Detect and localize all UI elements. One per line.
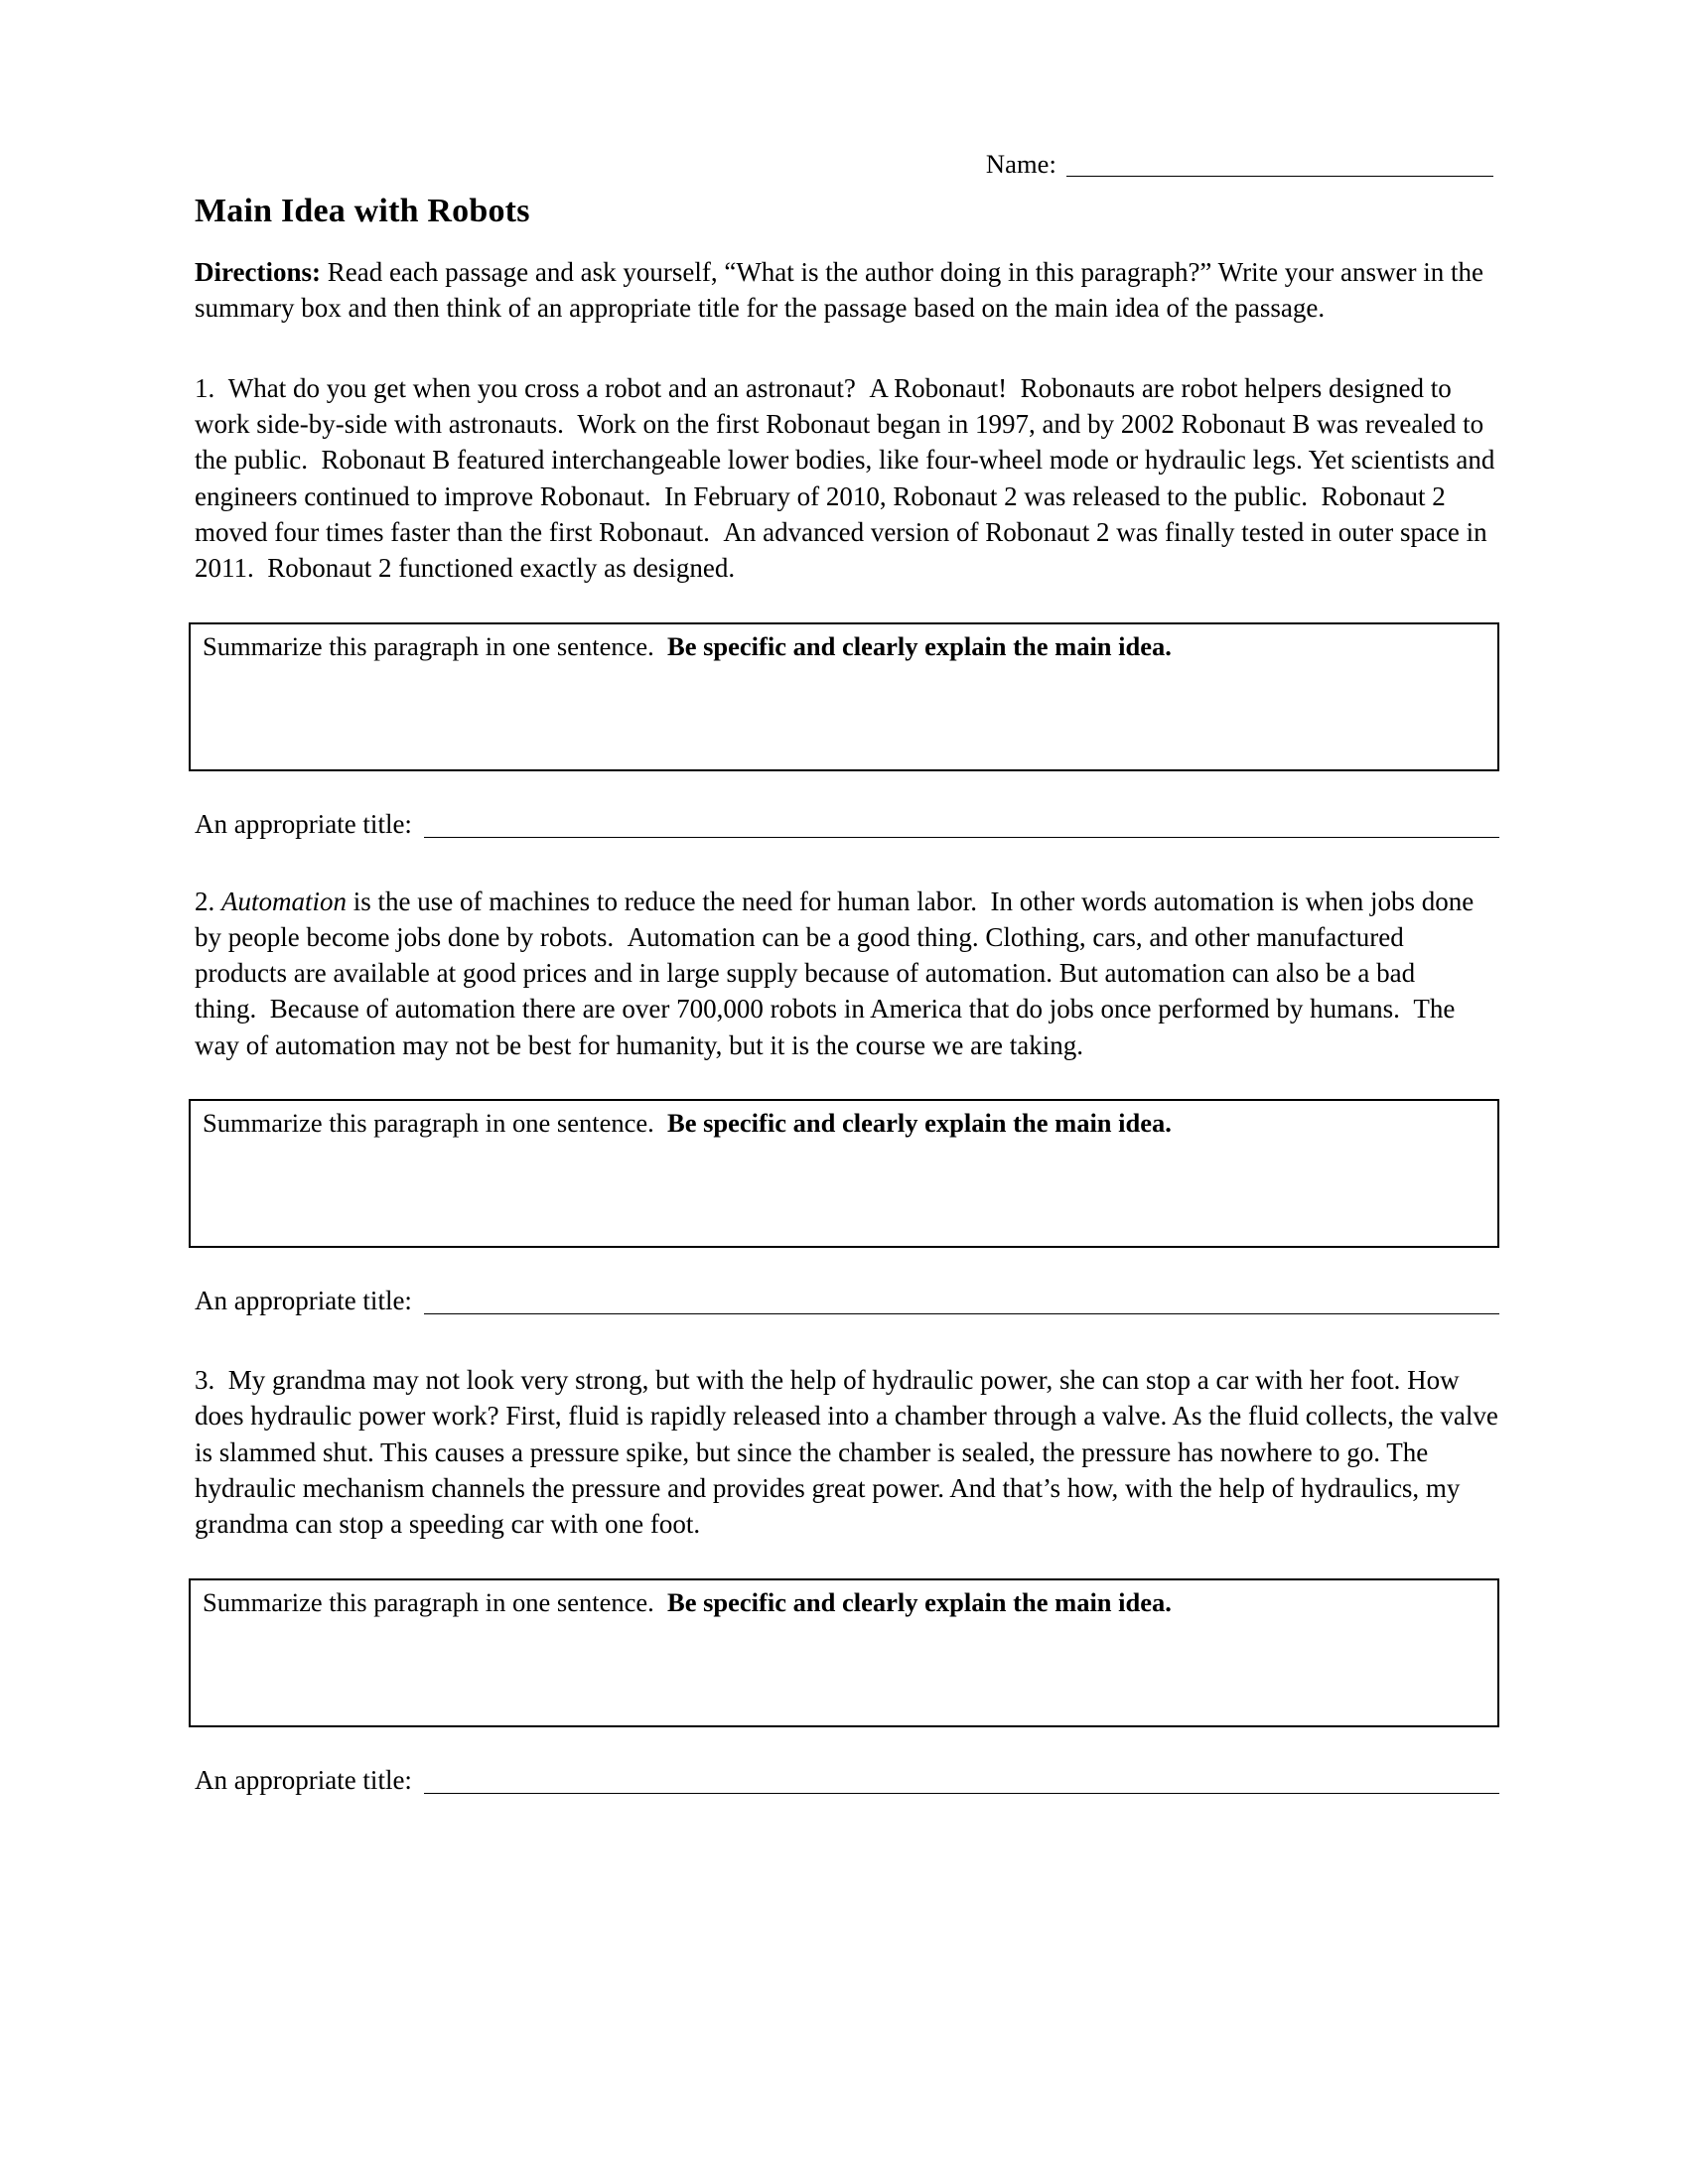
summary-prompt-3-regular: Summarize this paragraph in one sentence. bbox=[203, 1586, 668, 1617]
summary-box-2[interactable] bbox=[189, 1099, 1499, 1248]
name-row bbox=[189, 139, 1499, 177]
summary-prompt-2 bbox=[203, 1108, 1497, 1140]
passage-2-text: is the use of machines to reduce the need for human labor. In other words automation is when jobs done by people become jobs done by robots. Automation can be a good thing. Clothing, cars, and other manufactured products are available at good prices and in large supply because of automation. But automation can also be a bad thing. Because of automation there are over 700,000 robots in America that do jobs once performed by humans. The way of automation may not be best for humanity, but it is the course we are taking. bbox=[195, 886, 1475, 1060]
title-line-label-1: An appropriate title: bbox=[195, 808, 412, 839]
summary-prompt-3-bold: Be specific and clearly explain the main idea. bbox=[667, 1586, 1172, 1617]
directions-label: Directions: bbox=[195, 257, 321, 288]
passage-2-italic-term: Automation bbox=[221, 886, 347, 916]
summary-prompt-2-regular: Summarize this paragraph in one sentence. bbox=[203, 1108, 668, 1139]
summary-box-1[interactable] bbox=[189, 622, 1499, 771]
title-line-row-2 bbox=[195, 1288, 1499, 1314]
passage-1-text: What do you get when you cross a robot and an astronaut? A Robonaut! Robonauts are robot helpers designed to work side-by-side with astronauts. Work on the first Robonaut began in 1997, and by 2002 Robonaut B was revealed to the public. Robonaut B featured interchangeable lower bodies, like four-wheel mode or hydraulic legs. Yet scientists and engineers continued to improve Robonaut. In February of 2010, Robonaut 2 was released to the public. Robonaut 2 moved four times faster than the first Robonaut. An advanced version of Robonaut 2 was finally tested in outer space in 2011. Robonaut 2 functioned exactly as designed. bbox=[195, 372, 1495, 584]
title-input-line-1[interactable] bbox=[424, 817, 1499, 838]
title-line-label-3: An appropriate title: bbox=[195, 1764, 412, 1795]
title-input-line-3[interactable] bbox=[424, 1773, 1499, 1794]
summary-prompt-1-bold: Be specific and clearly explain the main idea. bbox=[667, 630, 1172, 661]
passage-1-number: 1. bbox=[195, 372, 215, 403]
page-title: Main Idea with Robots bbox=[195, 193, 530, 229]
summary-prompt-1-regular: Summarize this paragraph in one sentence. bbox=[203, 630, 668, 661]
summary-box-3[interactable] bbox=[189, 1578, 1499, 1727]
title-line-label-2: An appropriate title: bbox=[195, 1286, 412, 1316]
summary-prompt-3 bbox=[203, 1587, 1497, 1619]
passage-1 bbox=[195, 370, 1499, 587]
title-input-line-2[interactable] bbox=[424, 1294, 1499, 1314]
title-line-row-1 bbox=[195, 808, 1499, 839]
worksheet-content bbox=[189, 139, 1499, 1794]
directions-text: Read each passage and ask yourself, “What is the author doing in this paragraph?” Write your answer in the summary box and then think of an appropriate title for the passage based on the main idea of the passage. bbox=[195, 257, 1484, 324]
passage-3-number: 3. bbox=[195, 1365, 215, 1396]
passage-3 bbox=[195, 1362, 1499, 1543]
passage-2-number: 2. bbox=[195, 886, 215, 916]
passage-2 bbox=[195, 884, 1499, 1064]
directions-paragraph bbox=[195, 255, 1499, 326]
name-label: Name: bbox=[985, 148, 1056, 179]
summary-prompt-1 bbox=[203, 631, 1497, 663]
summary-prompt-2-bold: Be specific and clearly explain the main idea. bbox=[667, 1108, 1172, 1139]
title-line-row-3 bbox=[195, 1764, 1499, 1795]
passage-3-text: My grandma may not look very strong, but with the help of hydraulic power, she can stop a car with her foot. How does hydraulic power work? First, fluid is rapidly released into a chamber through a valve. As the fluid collects, the valve is slammed shut. This causes a pressure spike, but since the chamber is sealed, the pressure has nowhere to go. The hydraulic mechanism channels the pressure and provides great power. And that’s how, with the help of hydraulics, my grandma can stop a speeding car with one foot. bbox=[195, 1365, 1498, 1540]
name-input-line[interactable] bbox=[1066, 154, 1493, 177]
